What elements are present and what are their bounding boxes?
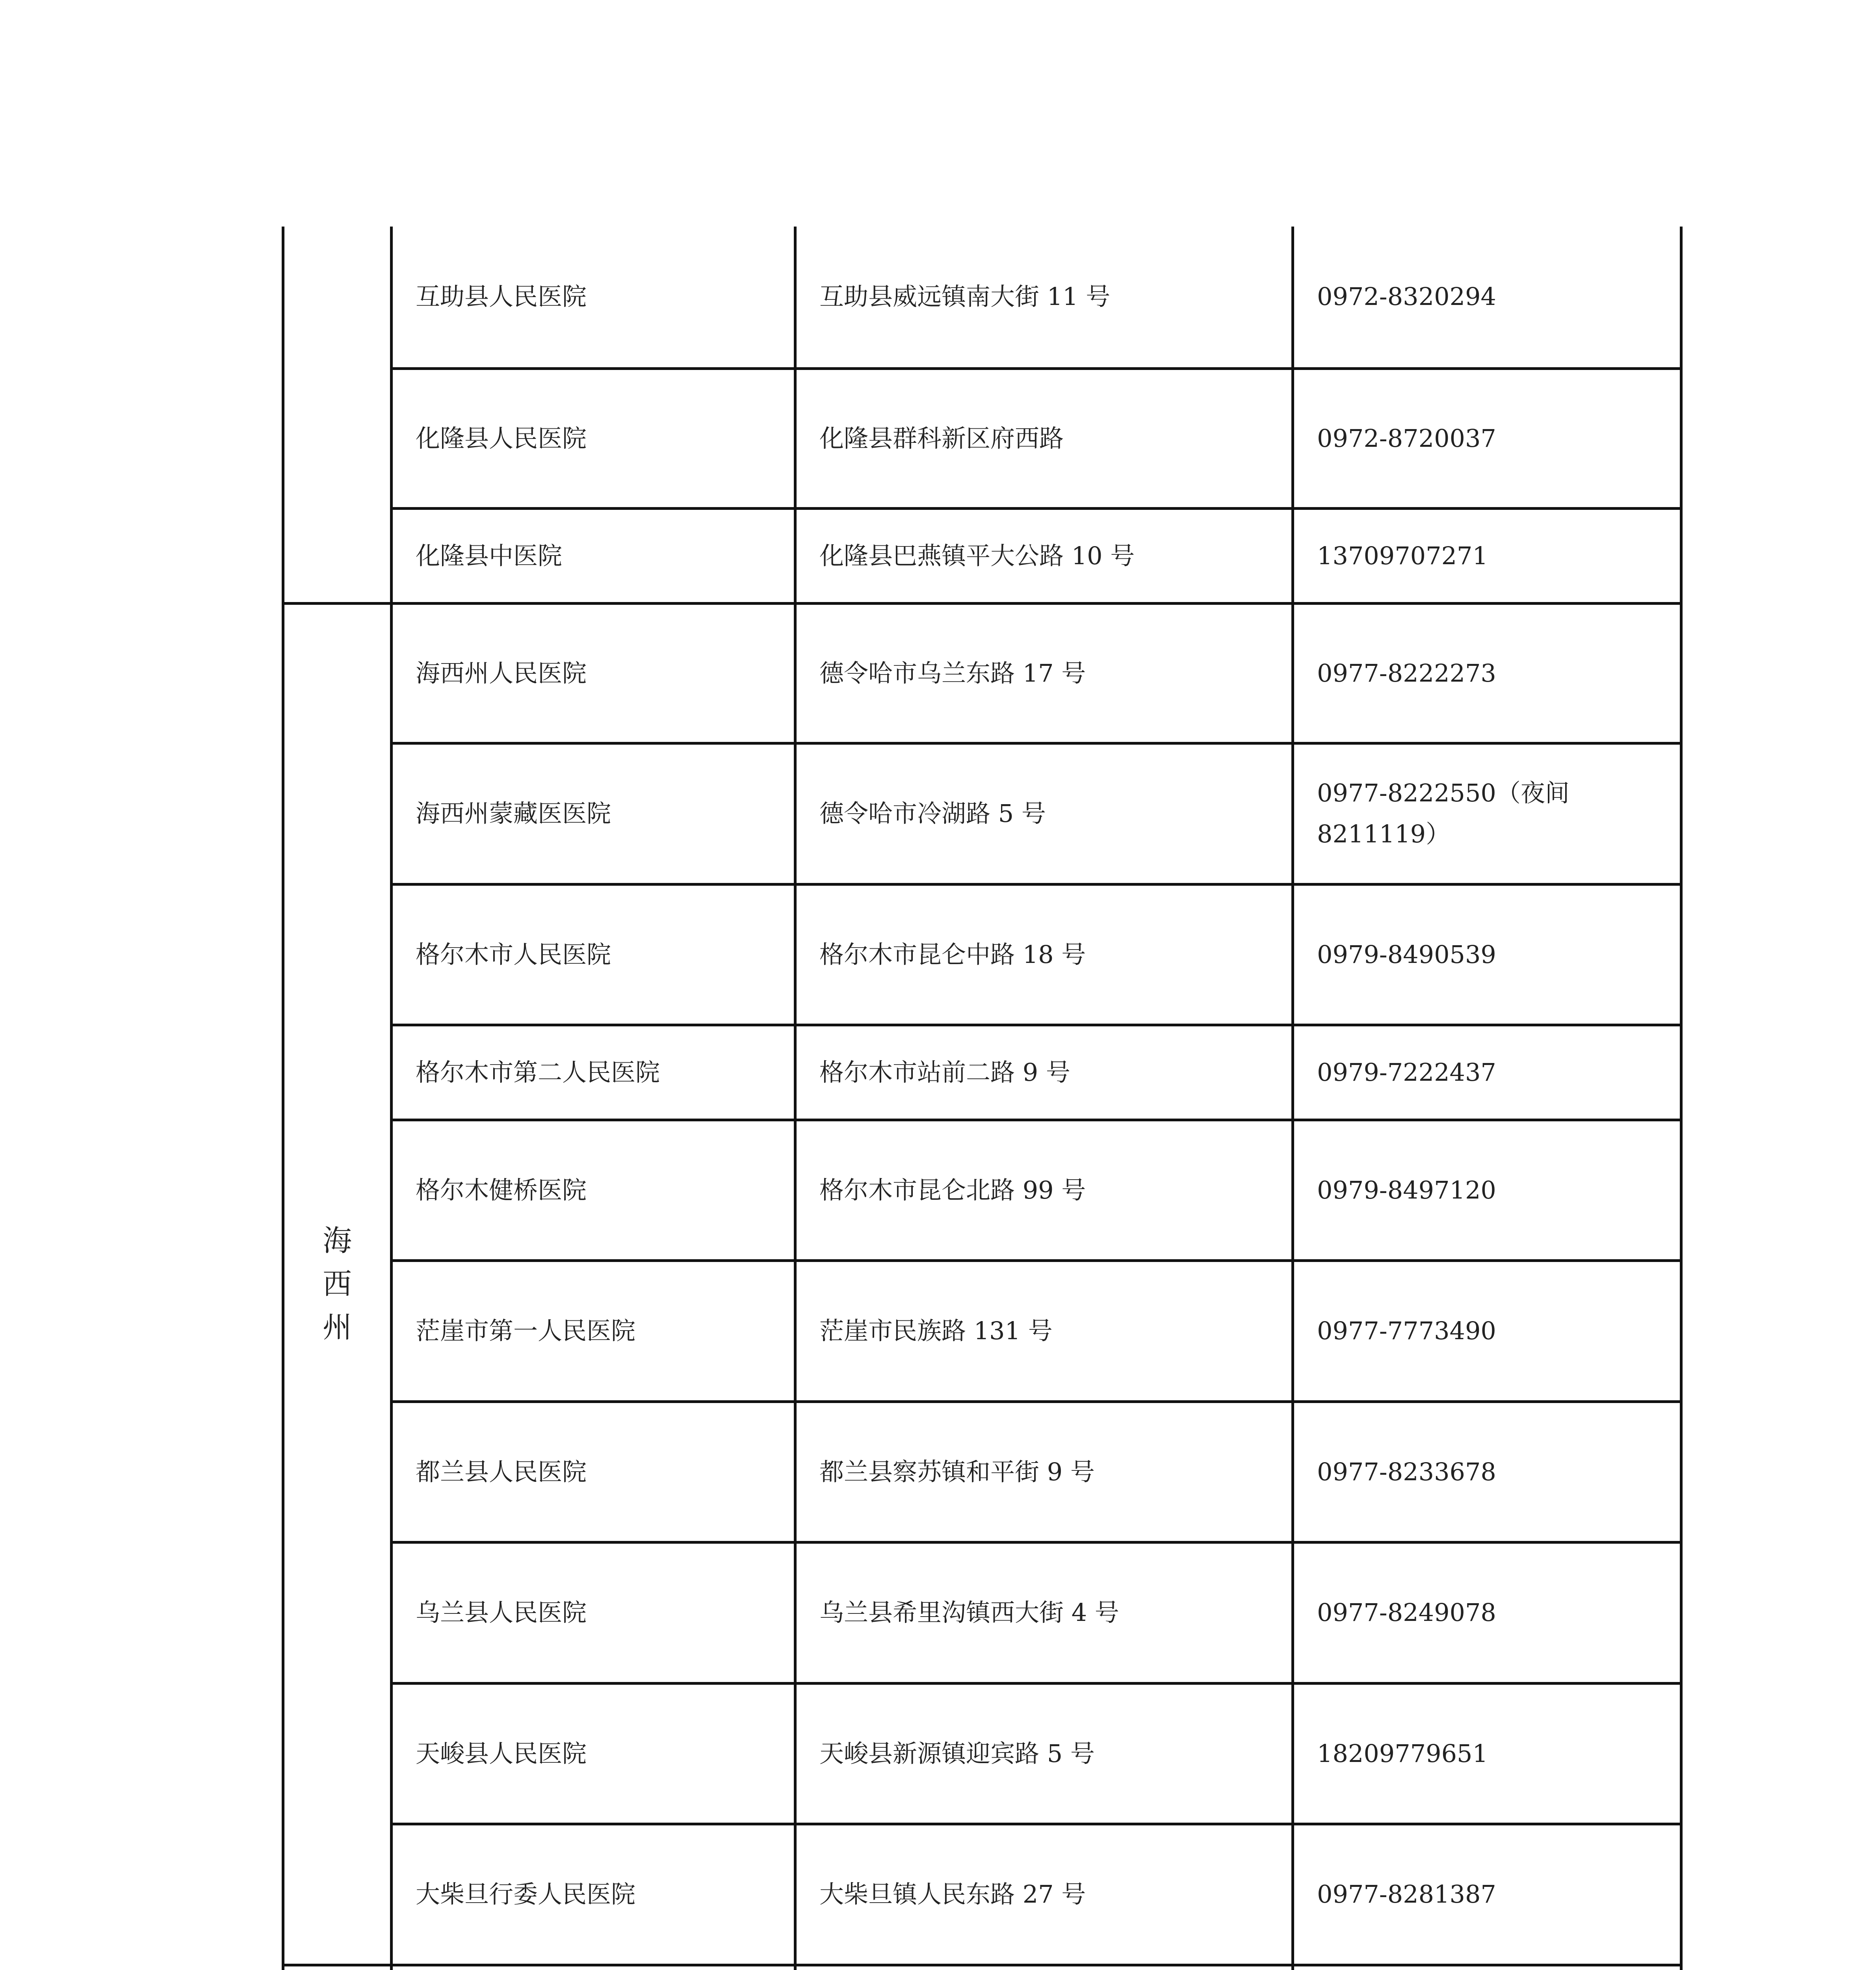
phone-cell: 0977-7773490	[1293, 1260, 1681, 1401]
phone-cell: 0979-8497120	[1293, 1120, 1681, 1260]
region-cell	[283, 1965, 392, 1970]
table-row	[283, 884, 1681, 1025]
address-cell: 茫崖市民族路 131 号	[795, 1260, 1293, 1401]
phone-cell: 0977-8281387	[1293, 1824, 1681, 1965]
phone-cell: 0977-8249078	[1293, 1542, 1681, 1683]
hospital-name-cell: 互助县人民医院	[392, 227, 795, 368]
address-cell: 都兰县察苏镇和平街 9 号	[795, 1401, 1293, 1542]
hospital-name-cell	[392, 1965, 795, 1970]
address-cell: 德令哈市乌兰东路 17 号	[795, 603, 1293, 743]
phone-cell: 0972-8720037	[1293, 368, 1681, 508]
table-row	[283, 1260, 1681, 1401]
hospital-name-cell: 格尔木健桥医院	[392, 1120, 795, 1260]
table-row	[283, 1401, 1681, 1542]
address-cell: 乌兰县希里沟镇西大街 4 号	[795, 1542, 1293, 1683]
phone-cell: 0972-8320294	[1293, 227, 1681, 368]
table-row	[283, 1120, 1681, 1260]
address-cell: 化隆县群科新区府西路	[795, 368, 1293, 508]
table-row	[283, 1965, 1681, 1970]
region-cell	[283, 227, 392, 603]
table-row	[283, 508, 1681, 603]
region-label: 海西州	[323, 1224, 352, 1344]
address-cell: 天峻县新源镇迎宾路 5 号	[795, 1683, 1293, 1824]
hospital-table-body	[283, 227, 1681, 1970]
address-cell: 格尔木市昆仑中路 18 号	[795, 884, 1293, 1025]
phone-cell: 0979-7222437	[1293, 1025, 1681, 1120]
region-cell	[283, 603, 392, 1965]
phone-cell: 0977-8233678	[1293, 1401, 1681, 1542]
address-cell: 德令哈市冷湖路 5 号	[795, 743, 1293, 884]
phone-cell: 0977-8222550（夜间 8211119）	[1293, 743, 1681, 884]
table-row	[283, 1824, 1681, 1965]
table-row	[283, 603, 1681, 743]
phone-cell	[1293, 1965, 1681, 1970]
hospital-name-cell: 格尔木市第二人民医院	[392, 1025, 795, 1120]
table-row	[283, 1542, 1681, 1683]
hospital-table	[282, 227, 1683, 1970]
hospital-name-cell: 化隆县中医院	[392, 508, 795, 603]
table-row	[283, 1025, 1681, 1120]
hospital-name-cell: 格尔木市人民医院	[392, 884, 795, 1025]
phone-cell: 0977-8222273	[1293, 603, 1681, 743]
address-cell	[795, 1965, 1293, 1970]
address-cell: 互助县威远镇南大街 11 号	[795, 227, 1293, 368]
hospital-name-cell: 海西州人民医院	[392, 603, 795, 743]
hospital-name-cell: 海西州蒙藏医医院	[392, 743, 795, 884]
table-row	[283, 1683, 1681, 1824]
hospital-name-cell: 乌兰县人民医院	[392, 1542, 795, 1683]
hospital-name-cell: 茫崖市第一人民医院	[392, 1260, 795, 1401]
phone-cell: 18209779651	[1293, 1683, 1681, 1824]
address-cell: 格尔木市站前二路 9 号	[795, 1025, 1293, 1120]
hospital-name-cell: 大柴旦行委人民医院	[392, 1824, 795, 1965]
address-cell: 大柴旦镇人民东路 27 号	[795, 1824, 1293, 1965]
table-row	[283, 368, 1681, 508]
phone-cell: 13709707271	[1293, 508, 1681, 603]
hospital-name-cell: 都兰县人民医院	[392, 1401, 795, 1542]
phone-cell: 0979-8490539	[1293, 884, 1681, 1025]
table-row	[283, 227, 1681, 368]
hospital-name-cell: 化隆县人民医院	[392, 368, 795, 508]
hospital-name-cell: 天峻县人民医院	[392, 1683, 795, 1824]
table-row	[283, 743, 1681, 884]
address-cell: 化隆县巴燕镇平大公路 10 号	[795, 508, 1293, 603]
address-cell: 格尔木市昆仑北路 99 号	[795, 1120, 1293, 1260]
